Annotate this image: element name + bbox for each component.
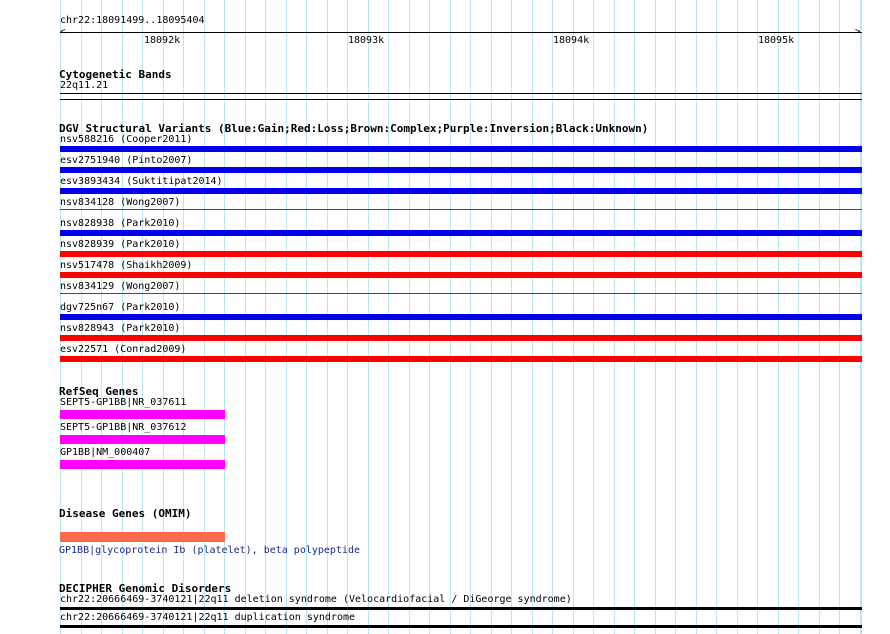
gene-label[interactable]: SEPT5-GP1BB|NR_037611 [60,397,187,408]
variant-label[interactable]: nsv834129 (Wong2007) [60,281,181,292]
disorder-label[interactable]: chr22:20666469-3740121|22q11 duplication syndrome [60,612,356,623]
variant-bar-loss[interactable] [60,356,862,362]
variant-bar-loss[interactable] [60,209,862,210]
track-title: DGV Structural Variants (Blue:Gain;Red:Loss;Brown:Complex;Purple:Inversion;Black:Unknown) [59,122,649,135]
variant-label[interactable]: nsv834128 (Wong2007) [60,197,181,208]
variant-bar-loss[interactable] [60,293,862,294]
gene-bar[interactable] [60,460,225,469]
variant-label[interactable]: nsv828939 (Park2010) [60,239,181,250]
variant-label[interactable]: nsv828938 (Park2010) [60,218,181,229]
gene-label[interactable]: SEPT5-GP1BB|NR_037612 [60,422,187,433]
variant-bar-loss[interactable] [60,272,862,278]
tick-label: 18094k [553,35,590,46]
band-line-top [60,93,862,94]
variant-label[interactable]: esv22571 (Conrad2009) [60,344,187,355]
disorder-bar[interactable] [60,625,862,628]
variant-label[interactable]: nsv517478 (Shaikh2009) [60,260,193,271]
variant-bar-gain[interactable] [60,146,862,152]
omim-gene-bar[interactable] [60,532,225,542]
tick-label: 18093k [348,35,385,46]
variant-label[interactable]: dgv725n67 (Park2010) [60,302,181,313]
variant-bar-loss[interactable] [60,335,862,341]
track-title: Cytogenetic Bands [59,68,172,81]
band-label[interactable]: 22q11.21 [60,80,109,91]
coordinate-label: chr22:18091499..18095404 [60,15,205,26]
track-title: DECIPHER Genomic Disorders [59,582,232,595]
disorder-bar[interactable] [60,607,862,610]
ruler-right-arrow-icon: > [855,27,861,37]
variant-label[interactable]: nsv828943 (Park2010) [60,323,181,334]
variant-bar-gain[interactable] [60,314,862,320]
track-title: Disease Genes (OMIM) [59,507,192,520]
ruler-line [60,32,862,33]
band-line-bottom [60,99,862,100]
variant-bar-gain[interactable] [60,167,862,173]
variant-bar-gain[interactable] [60,230,862,236]
ruler-left-arrow-icon: < [60,27,66,37]
gene-bar[interactable] [60,435,225,444]
variant-label[interactable]: esv2751940 (Pinto2007) [60,155,193,166]
track-title: RefSeq Genes [59,385,139,398]
gene-label[interactable]: GP1BB|NM_000407 [60,447,151,458]
variant-bar-loss[interactable] [60,251,862,257]
variant-label[interactable]: esv3893434 (Suktitipat2014) [60,176,223,187]
variant-label[interactable]: nsv588216 (Cooper2011) [60,134,193,145]
gene-bar[interactable] [60,410,225,419]
omim-gene-label[interactable]: GP1BB|glycoprotein Ib (platelet), beta polypeptide [59,545,361,556]
tick-label: 18095k [758,35,795,46]
tick-label: 18092k [144,35,181,46]
disorder-label[interactable]: chr22:20666469-3740121|22q11 deletion syndrome (Velocardiofacial / DiGeorge syndrome) [60,594,572,605]
variant-bar-gain[interactable] [60,188,862,194]
